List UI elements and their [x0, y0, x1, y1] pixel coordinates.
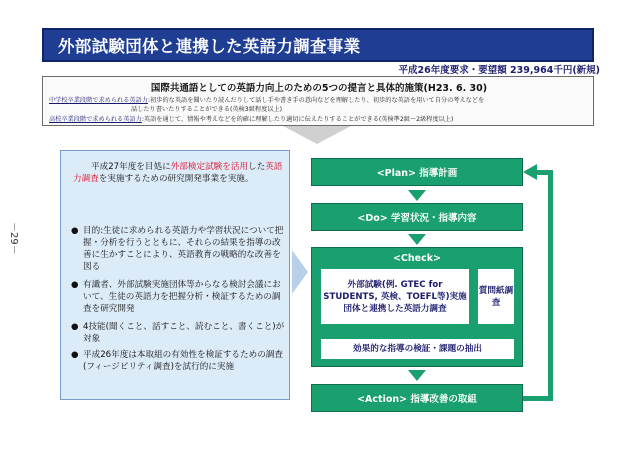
flow-arrow-icon — [408, 370, 426, 381]
title-banner — [42, 28, 594, 62]
bullet-text: 平成26年度は本取組の有効性を検証するための調査(フィージビリティ調査)を試行的に実施 — [83, 350, 283, 372]
bullet-text: 4技能(聞くこと、話すこと、読むこと、書くこと)が対象 — [83, 322, 285, 344]
down-arrow-icon — [283, 126, 351, 144]
budget-text: 平成26年度要求・要望額 239,964千円(新規) — [398, 65, 600, 76]
check-label: <Check> — [392, 253, 442, 264]
plan-stage: <Plan> 指導計画 — [311, 158, 523, 186]
intro-mid: した — [248, 162, 266, 172]
proposal-text-junior: :初歩的な英語を聞いたり読んだりして話し手や書き手の意向などを理解したり、初歩的な英語を用いて自分の考えなどを — [148, 97, 485, 104]
action-stage: <Action> 指導改善の取組 — [311, 384, 523, 412]
bullet-text: 有識者、外部試験実施団体等からなる検討会議において、生徒の英語力を把握分析・検証するための調査を研究開発 — [83, 280, 281, 314]
proposal-line-junior-cont — [131, 104, 282, 113]
loop-line-top — [536, 170, 553, 175]
proposal-box — [42, 76, 594, 126]
intro-post: を実施するための研究開発事業を実施。 — [98, 174, 254, 184]
proposal-title: 国際共通語としての英語力向上のための5つの提言と具体的施策(H23. 6. 30) — [150, 83, 488, 94]
do-stage: <Do> 学習状況・指導内容 — [311, 203, 523, 231]
bullet-dot-icon: ● — [71, 322, 79, 332]
bullet-dot-icon: ● — [71, 226, 79, 236]
bullet-committee — [71, 279, 285, 315]
loop-line-vertical — [548, 170, 553, 401]
proposal-line-senior — [49, 114, 453, 123]
intro-text — [73, 161, 285, 185]
intro-highlight-survey: 英語力調査 — [73, 162, 283, 184]
bullet-dot-icon: ● — [71, 280, 79, 290]
proposal-text-senior: :英語を通じて、情報や考えなどを的確に理解したり適切に伝えたりすることができる(英検準2級～2級程度以上) — [141, 116, 454, 123]
flow-arrow-icon — [408, 234, 426, 245]
description-panel — [60, 150, 290, 400]
proposal-label-senior: 高校卒業段階で求められる英語力 — [49, 116, 142, 123]
bullet-purpose — [71, 225, 285, 273]
intro-highlight-external-test: 外部検定試験を活用 — [170, 162, 249, 172]
external-test-box: 外部試験(例. GTEC for STUDENTS, 英検、TOEFL等)実施団体と連携した英語力調査 — [320, 268, 470, 325]
flow-arrow-icon — [408, 190, 426, 201]
bullet-four-skills — [71, 321, 285, 345]
proposal-label-junior: 中学校卒業段階で求められる英語力 — [49, 97, 148, 104]
verification-box: 効果的な指導の検証・課題の抽出 — [320, 338, 515, 360]
intro-pre: 平成27年度を目処に — [91, 162, 171, 172]
loop-arrow-icon — [523, 164, 537, 180]
bullet-text: 目的:生徒に求められる英語力や学習状況について把握・分析を行うとともに、それらの結果を指導の改善に生かすことにより、英語教育の戦略的な改善を図る — [83, 226, 284, 272]
page-number: －29－ — [8, 222, 19, 255]
bullet-dot-icon: ● — [71, 350, 79, 360]
proposal-text-junior-cont: 話したり書いたりすることができる(英検3級程度以上) — [131, 106, 283, 113]
chevron-right-icon — [292, 250, 308, 294]
questionnaire-box: 質問紙調査 — [477, 268, 515, 325]
proposal-line-junior — [49, 95, 484, 104]
bullet-feasibility — [71, 349, 285, 373]
page-title: 外部試験団体と連携した英語力調査事業 — [58, 37, 361, 56]
